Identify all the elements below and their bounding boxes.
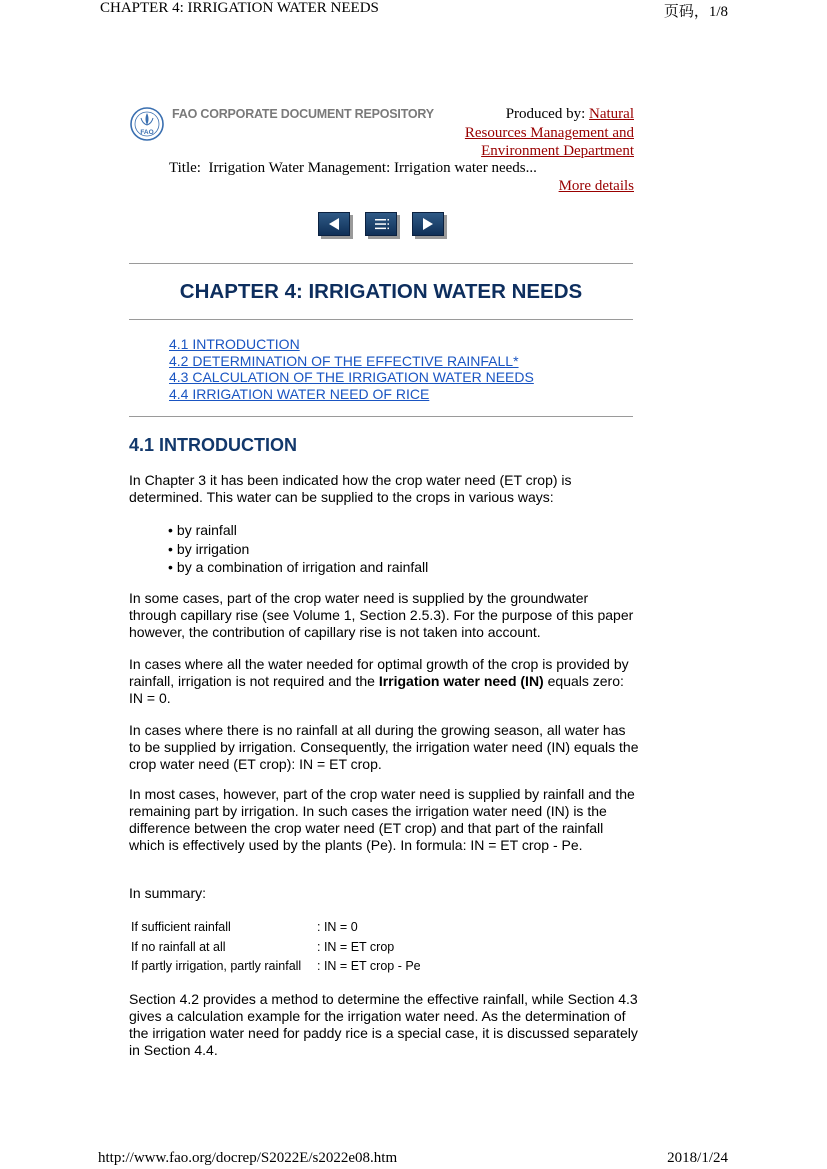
table-cell: : IN = ET crop - Pe xyxy=(317,959,421,974)
table-row xyxy=(131,956,421,976)
summary-table xyxy=(131,917,421,976)
section-heading: 4.1 INTRODUCTION xyxy=(129,435,298,455)
table-row xyxy=(131,937,421,957)
table-cell: If sufficient rainfall xyxy=(131,919,231,934)
contents-button[interactable] xyxy=(365,212,397,236)
toc-link-4-3[interactable]: 4.3 CALCULATION OF THE IRRIGATION WATER NEEDS xyxy=(169,369,534,386)
paragraph-capillary: In some cases, part of the crop water need is supplied by the groundwater through capillary rise (see Volume 1, Section 2.5.3). For the purpose of this paper however, the contribution of capillary rise is not taken into account. xyxy=(129,590,634,640)
produced-by xyxy=(440,105,634,161)
title-value: Irrigation Water Management: Irrigation water needs... xyxy=(208,160,537,176)
produced-by-label: Produced by: xyxy=(505,106,586,122)
contents-list-icon xyxy=(366,213,396,235)
fao-logo-icon xyxy=(130,107,164,141)
divider xyxy=(129,263,633,264)
print-footer-date: 2018/1/24 xyxy=(667,1150,728,1166)
toc-link-4-4[interactable]: 4.4 IRRIGATION WATER NEED OF RICE xyxy=(169,386,430,403)
toc-link-4-2[interactable]: 4.2 DETERMINATION OF THE EFFECTIVE RAINFALL* xyxy=(169,352,519,369)
prev-arrow-icon xyxy=(319,213,349,235)
next-arrow-icon xyxy=(413,213,443,235)
paragraph-text: equals zero: IN = 0. xyxy=(129,673,624,706)
print-header-title: CHAPTER 4: IRRIGATION WATER NEEDS xyxy=(100,0,379,16)
table-cell: If no rainfall at all xyxy=(131,939,226,954)
paragraph-intro: In Chapter 3 it has been indicated how the crop water need (ET crop) is determined. This water can be supplied to the crops in various ways: xyxy=(129,472,572,505)
paragraph-text: In cases where all the water needed for optimal growth of the crop is provided by rainfall, irrigation is not required and the xyxy=(129,656,629,689)
divider xyxy=(129,416,633,417)
table-of-contents xyxy=(169,336,534,403)
document-title xyxy=(169,160,537,177)
title-label: Title: xyxy=(169,160,201,176)
producer-line-1: Natural xyxy=(589,106,634,122)
list-item: • by a combination of irrigation and rainfall xyxy=(168,558,428,577)
table-cell: : IN = 0 xyxy=(317,919,358,934)
list-item: • by irrigation xyxy=(168,540,428,559)
toc-link-4-1[interactable]: 4.1 INTRODUCTION xyxy=(169,336,300,352)
fao-logo-text: FAO xyxy=(140,129,154,136)
paragraph-sections: Section 4.2 provides a method to determine the effective rainfall, while Section 4.3 gives a calculation example for the irrigation water need. As the determination of the irrigation water need for paddy rice is a special case, it is discussed separately in Section 4.4. xyxy=(129,991,638,1058)
print-footer-url: http://www.fao.org/docrep/S2022E/s2022e08.htm xyxy=(98,1150,398,1166)
repository-name: FAO CORPORATE DOCUMENT REPOSITORY xyxy=(172,107,434,121)
producer-link[interactable] xyxy=(589,106,634,122)
next-page-button[interactable] xyxy=(412,212,444,236)
producer-link-line-2[interactable]: Resources Management and xyxy=(464,124,634,141)
more-details-link[interactable]: More details xyxy=(558,178,634,194)
table-cell: If partly irrigation, partly rainfall xyxy=(131,959,302,974)
producer-link-line-3[interactable]: Environment Department xyxy=(481,143,634,159)
table-cell: : IN = ET crop xyxy=(317,939,395,954)
previous-page-button[interactable] xyxy=(318,212,350,236)
print-header-page: 页码，1/8 xyxy=(663,4,728,20)
table-row xyxy=(131,917,421,937)
list-item: • by rainfall xyxy=(168,521,428,540)
bullet-list xyxy=(168,521,428,577)
paragraph-no-rainfall: In cases where there is no rainfall at all during the growing season, all water has to be supplied by irrigation. Consequently, the irrigation water need (IN) equals the crop water need (ET crop): IN = ET crop. xyxy=(129,722,639,772)
paragraph-mixed: In most cases, however, part of the crop water need is supplied by rainfall and the remaining part by irrigation. In such cases the irrigation water need (IN) is the difference between the crop water need (ET crop) and that part of the rainfall which is effectively used by the plants (Pe). In formula: IN = ET crop - Pe. xyxy=(129,786,635,853)
paragraph-no-irrigation xyxy=(129,656,639,707)
chapter-title: CHAPTER 4: IRRIGATION WATER NEEDS xyxy=(179,280,583,303)
bold-term: Irrigation water need (IN) xyxy=(378,673,544,689)
divider xyxy=(129,319,633,320)
summary-label: In summary: xyxy=(129,885,207,901)
